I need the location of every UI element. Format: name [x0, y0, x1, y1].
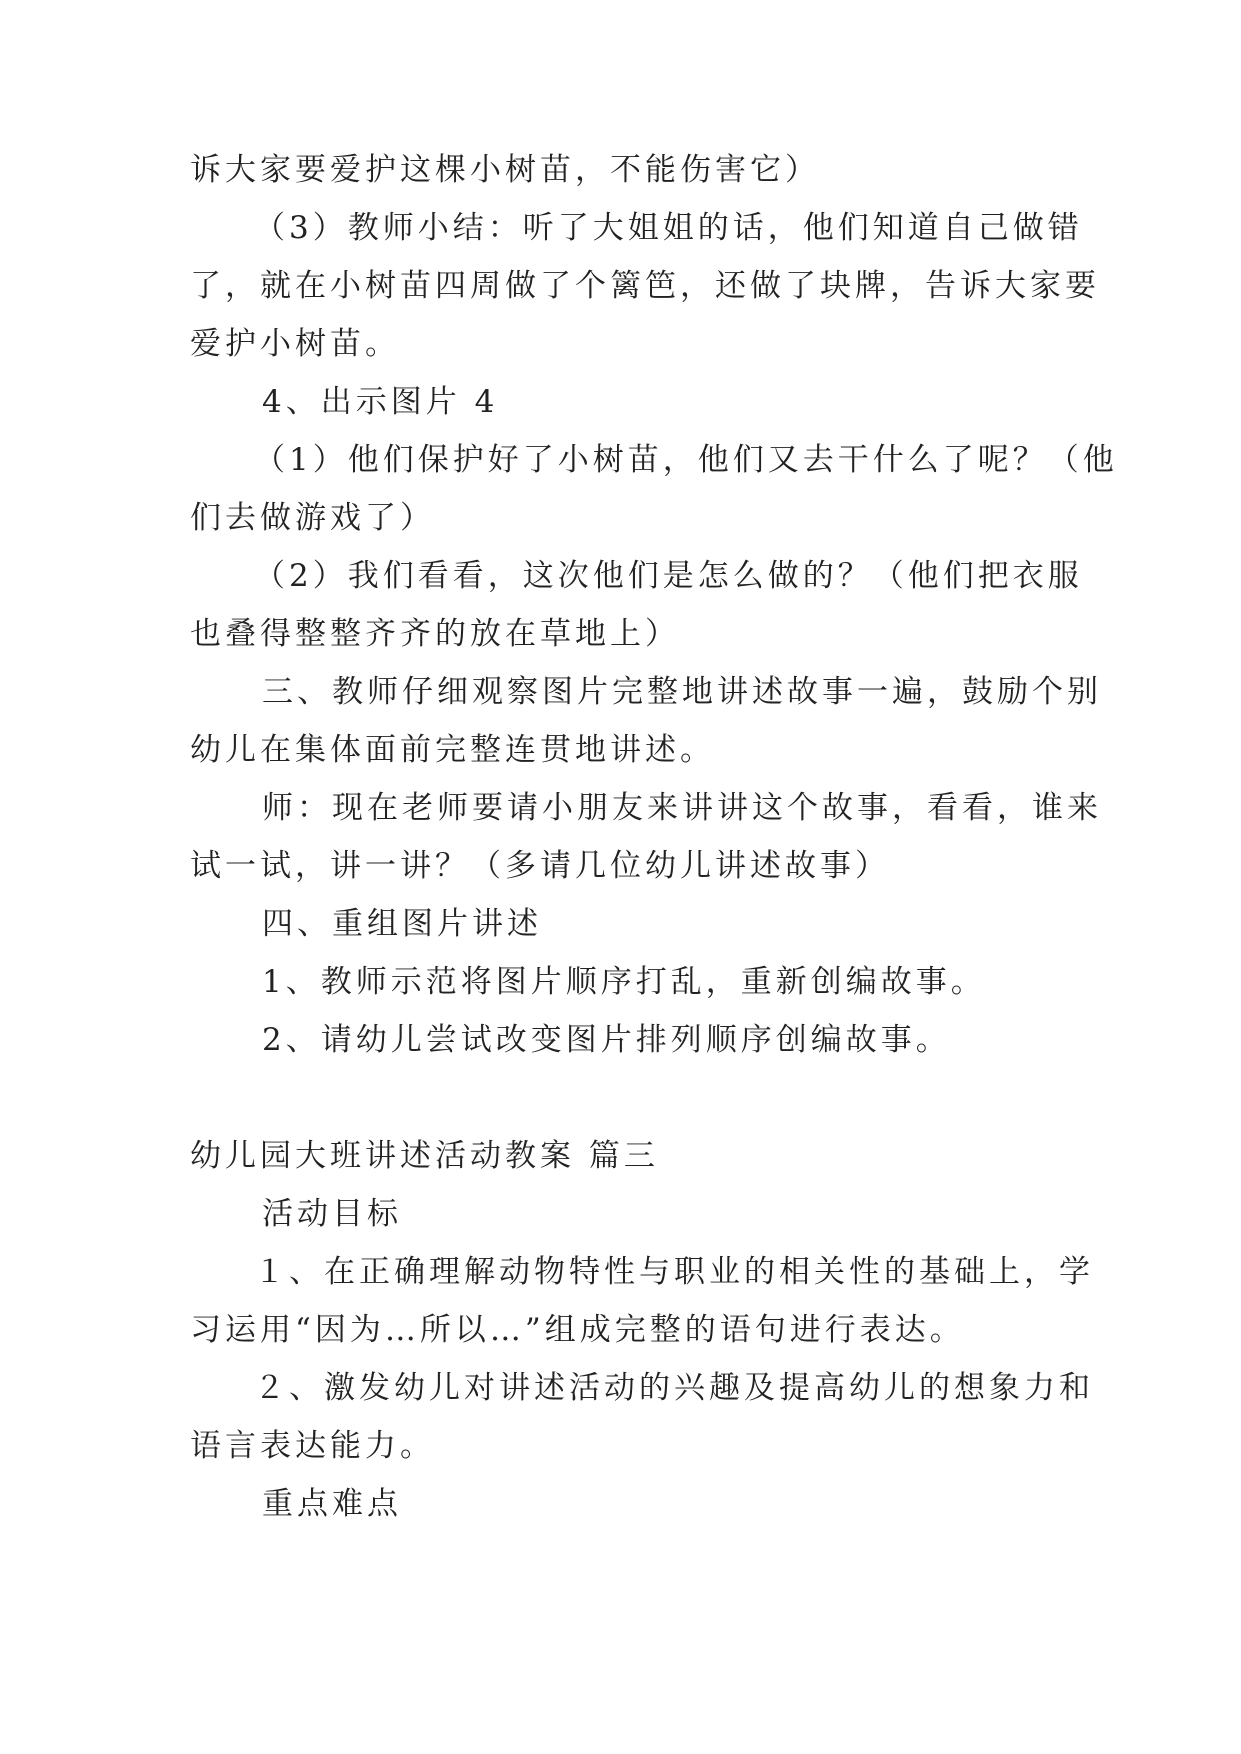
paragraph-line: 语言表达能力。: [190, 1428, 435, 1464]
paragraph-line: 爱护小树苗。: [190, 326, 400, 362]
paragraph-line: （1）他们保护好了小树苗，他们又去干什么了呢？（他: [254, 442, 1118, 478]
section-heading: 活动目标: [262, 1196, 402, 1232]
paragraph-line: 了，就在小树苗四周做了个篱笆，还做了块牌，告诉大家要: [190, 268, 1100, 304]
paragraph-line: 2、请幼儿尝试改变图片排列顺序创编故事。: [262, 1022, 951, 1058]
paragraph-line: 幼儿在集体面前完整连贯地讲述。: [190, 732, 715, 768]
paragraph-line: 习运用“因为…所以…”组成完整的语句进行表达。: [190, 1312, 965, 1348]
paragraph-line: （3）教师小结：听了大姐姐的话，他们知道自己做错: [254, 210, 1083, 246]
paragraph-line: 师：现在老师要请小朋友来讲讲这个故事，看看，谁来: [262, 790, 1102, 826]
section-heading: 4、出示图片 4: [262, 384, 499, 420]
paragraph-line: 试一试，讲一讲？（多请几位幼儿讲述故事）: [190, 848, 890, 884]
section-heading: 四、重组图片讲述: [262, 906, 542, 942]
paragraph-line: １、在正确理解动物特性与职业的相关性的基础上，学: [254, 1254, 1094, 1290]
section-heading: 三、教师仔细观察图片完整地讲述故事一遍，鼓励个别: [262, 674, 1102, 710]
paragraph-line: 诉大家要爱护这棵小树苗，不能伤害它）: [190, 152, 820, 188]
paragraph-line: ２、激发幼儿对讲述活动的兴趣及提高幼儿的想象力和: [254, 1370, 1094, 1406]
paragraph-line: 也叠得整整齐齐的放在草地上）: [190, 616, 680, 652]
paragraph-line: （2）我们看看，这次他们是怎么做的？（他们把衣服: [254, 558, 1083, 594]
paragraph-line: 们去做游戏了）: [190, 500, 435, 536]
section-heading: 重点难点: [262, 1486, 402, 1522]
paragraph-line: 1、教师示范将图片顺序打乱，重新创编故事。: [262, 964, 986, 1000]
document-title: 幼儿园大班讲述活动教案 篇三: [190, 1138, 659, 1174]
